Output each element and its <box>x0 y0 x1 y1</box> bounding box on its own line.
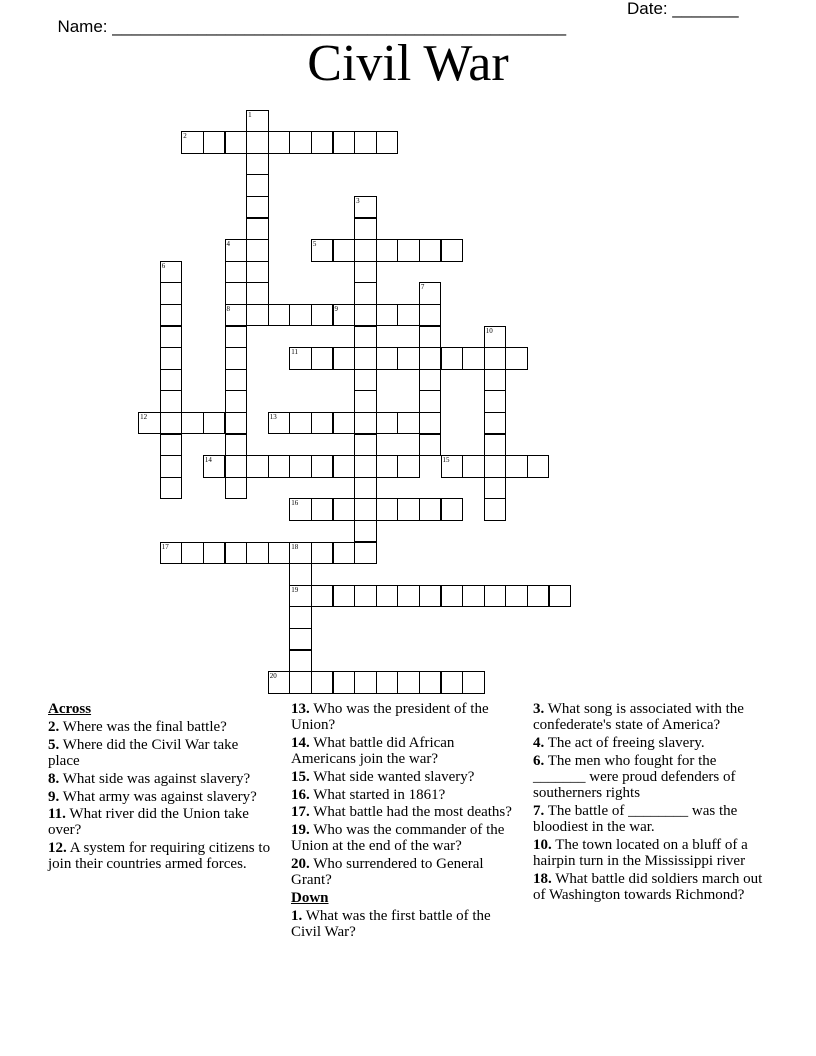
grid-cell[interactable] <box>376 347 399 370</box>
grid-cell[interactable] <box>289 131 312 154</box>
clue-item-text: Where did the Civil War take place <box>48 736 239 770</box>
grid-cell[interactable] <box>376 455 399 478</box>
clue-item <box>533 837 768 869</box>
grid-cell[interactable] <box>441 347 464 370</box>
grid-cell[interactable] <box>225 369 248 392</box>
grid-cell[interactable] <box>246 131 269 154</box>
grid-cell[interactable] <box>225 131 248 154</box>
grid-cell[interactable] <box>333 671 356 694</box>
clue-item <box>533 701 768 733</box>
grid-cell[interactable] <box>289 606 312 629</box>
grid-cell[interactable] <box>246 218 269 241</box>
clue-number: 11 <box>291 348 299 357</box>
grid-cell[interactable] <box>397 304 420 327</box>
grid-cell[interactable] <box>333 542 356 565</box>
grid-cell[interactable] <box>311 304 334 327</box>
clue-item-number: 20. <box>291 855 310 872</box>
grid-cell[interactable] <box>354 520 377 543</box>
grid-cell[interactable] <box>246 196 269 219</box>
grid-cell[interactable] <box>181 542 204 565</box>
grid-cell[interactable] <box>397 671 420 694</box>
clues-column-2 <box>291 701 516 942</box>
grid-cell[interactable] <box>246 261 269 284</box>
clue-item-number: 12. <box>48 840 67 857</box>
grid-cell[interactable] <box>419 585 442 608</box>
grid-cell[interactable] <box>160 326 183 349</box>
clue-item-number: 9. <box>48 788 60 805</box>
grid-cell[interactable] <box>181 412 204 435</box>
grid-cell[interactable] <box>462 455 485 478</box>
puzzle-title: Civil War <box>307 35 509 92</box>
clue-item-text: What battle had the most deaths? <box>313 804 512 821</box>
grid-cell[interactable] <box>397 239 420 262</box>
grid-cell[interactable] <box>549 585 572 608</box>
grid-cell[interactable] <box>289 671 312 694</box>
grid-cell[interactable] <box>225 347 248 370</box>
grid-cell[interactable] <box>311 542 334 565</box>
clue-number: 7 <box>420 283 425 292</box>
clue-item-text: What river did the Union take over? <box>48 806 249 839</box>
clue-item <box>291 804 516 820</box>
grid-cell[interactable] <box>203 542 226 565</box>
grid-cell[interactable] <box>333 131 356 154</box>
grid-cell[interactable] <box>203 412 226 435</box>
grid-cell[interactable] <box>160 304 183 327</box>
clue-number: 1 <box>248 110 252 119</box>
grid-cell[interactable] <box>225 326 248 349</box>
clue-item-text: The town located on a bluff of a hairpin turn in the Mississippi river <box>533 836 748 869</box>
clue-item-text: What battle did African Americans join the war? <box>291 734 455 768</box>
clue-item-number: 19. <box>291 821 310 838</box>
grid-cell[interactable] <box>354 434 377 457</box>
clue-number: 2 <box>183 132 187 141</box>
clue-item-text: Where was the final battle? <box>62 719 227 736</box>
grid-cell[interactable] <box>419 326 442 349</box>
grid-cell[interactable] <box>354 261 377 284</box>
grid-cell[interactable] <box>462 585 485 608</box>
clue-item <box>291 787 516 803</box>
clue-item <box>48 806 273 838</box>
grid-cell[interactable] <box>505 585 528 608</box>
clue-number: 5 <box>312 240 317 249</box>
grid-cell[interactable] <box>419 239 442 262</box>
clues-column-1 <box>48 701 273 874</box>
clue-item-number: 16. <box>291 786 310 803</box>
clue-item-number: 15. <box>291 768 310 785</box>
clue-item-number: 1. <box>291 907 303 924</box>
grid-cell[interactable] <box>484 455 507 478</box>
clue-item-text: What battle did soldiers march out of Washington towards Richmond? <box>533 870 763 903</box>
grid-cell[interactable] <box>203 131 226 154</box>
grid-cell[interactable] <box>376 412 399 435</box>
clue-item <box>291 908 516 940</box>
grid-cell[interactable] <box>311 671 334 694</box>
clue-number: 14 <box>204 456 212 465</box>
grid-cell[interactable] <box>160 369 183 392</box>
grid-cell[interactable] <box>311 498 334 521</box>
grid-cell[interactable] <box>333 585 356 608</box>
grid-cell[interactable] <box>484 347 507 370</box>
grid-cell[interactable] <box>333 347 356 370</box>
grid-cell[interactable] <box>354 390 377 413</box>
grid-cell[interactable] <box>441 585 464 608</box>
grid-cell[interactable] <box>354 131 377 154</box>
grid-cell[interactable] <box>289 455 312 478</box>
grid-cell[interactable] <box>419 347 442 370</box>
grid-cell[interactable] <box>246 282 269 305</box>
grid-cell[interactable] <box>311 412 334 435</box>
grid-cell[interactable] <box>354 585 377 608</box>
clue-item-text: What side was against slavery? <box>62 770 251 787</box>
grid-cell[interactable] <box>505 347 528 370</box>
grid-cell[interactable] <box>484 390 507 413</box>
clue-item <box>48 737 273 769</box>
grid-cell[interactable] <box>268 131 291 154</box>
clue-item <box>291 735 516 767</box>
clue-number: 9 <box>334 304 338 313</box>
grid-cell[interactable] <box>419 412 442 435</box>
grid-cell[interactable] <box>160 412 183 435</box>
grid-cell[interactable] <box>246 153 269 176</box>
grid-cell[interactable] <box>354 369 377 392</box>
grid-cell[interactable] <box>289 628 312 651</box>
grid-cell[interactable] <box>225 412 248 435</box>
grid-cell[interactable] <box>354 477 377 500</box>
clue-item <box>533 871 768 903</box>
grid-cell[interactable] <box>160 455 183 478</box>
across-heading: Across <box>48 701 92 717</box>
grid-cell[interactable] <box>505 455 528 478</box>
grid-cell[interactable] <box>246 174 269 197</box>
grid-cell[interactable] <box>462 671 485 694</box>
clue-number: 20 <box>269 672 277 681</box>
clue-item-number: 4. <box>533 734 545 751</box>
clue-number: 17 <box>161 542 169 551</box>
grid-cell[interactable] <box>354 671 377 694</box>
clue-item-number: 10. <box>533 836 552 853</box>
grid-cell[interactable] <box>333 412 356 435</box>
clue-item-number: 18. <box>533 870 552 887</box>
grid-cell[interactable] <box>376 585 399 608</box>
grid-cell[interactable] <box>397 585 420 608</box>
grid-cell[interactable] <box>527 455 550 478</box>
clue-item <box>533 735 768 751</box>
clue-number: 13 <box>269 412 277 421</box>
grid-cell[interactable] <box>419 304 442 327</box>
grid-cell[interactable] <box>354 347 377 370</box>
down-heading: Down <box>291 889 329 906</box>
grid-cell[interactable] <box>246 455 269 478</box>
grid-cell[interactable] <box>333 498 356 521</box>
grid-cell[interactable] <box>397 455 420 478</box>
clue-item-number: 6. <box>533 752 545 769</box>
grid-cell[interactable] <box>484 412 507 435</box>
grid-cell[interactable] <box>289 563 312 586</box>
grid-cell[interactable] <box>419 390 442 413</box>
clue-item-number: 11. <box>48 806 66 823</box>
clue-item <box>48 771 273 787</box>
grid-cell[interactable] <box>160 282 183 305</box>
grid-cell[interactable] <box>441 671 464 694</box>
grid-cell[interactable] <box>376 498 399 521</box>
clue-item-text: The men who fought for the _______ were proud defenders of southerners rights <box>533 752 736 802</box>
clue-item <box>291 701 516 733</box>
clue-item <box>291 822 516 854</box>
grid-cell[interactable] <box>160 434 183 457</box>
clue-number: 6 <box>161 261 166 270</box>
grid-cell[interactable] <box>527 585 550 608</box>
clue-number: 16 <box>291 499 299 508</box>
grid-cell[interactable] <box>419 671 442 694</box>
clue-number: 19 <box>291 585 299 594</box>
grid-cell[interactable] <box>484 498 507 521</box>
clue-number: 4 <box>226 240 230 249</box>
grid-cell[interactable] <box>311 347 334 370</box>
grid-cell[interactable] <box>419 434 442 457</box>
name-field[interactable]: Name: ________________________________________________ <box>57 17 567 36</box>
clue-item-text: What side wanted slavery? <box>313 768 475 785</box>
grid-cell[interactable] <box>246 542 269 565</box>
grid-cell[interactable] <box>225 261 248 284</box>
grid-cell[interactable] <box>376 239 399 262</box>
clue-item-text: Who was the president of the Union? <box>291 701 489 734</box>
grid-cell[interactable] <box>441 498 464 521</box>
grid-cell[interactable] <box>419 369 442 392</box>
grid-cell[interactable] <box>462 347 485 370</box>
grid-cell[interactable] <box>225 390 248 413</box>
grid-cell[interactable] <box>311 131 334 154</box>
clue-item-number: 8. <box>48 770 60 787</box>
grid-cell[interactable] <box>354 304 377 327</box>
date-field[interactable]: Date: _______ <box>627 0 739 18</box>
grid-cell[interactable] <box>160 477 183 500</box>
grid-cell[interactable] <box>311 455 334 478</box>
grid-cell[interactable] <box>397 412 420 435</box>
clue-item-number: 3. <box>533 701 545 717</box>
grid-cell[interactable] <box>484 434 507 457</box>
grid-cell[interactable] <box>354 542 377 565</box>
grid-cell[interactable] <box>225 455 248 478</box>
grid-cell[interactable] <box>268 542 291 565</box>
grid-cell[interactable] <box>397 347 420 370</box>
grid-cell[interactable] <box>160 390 183 413</box>
grid-cell[interactable] <box>354 412 377 435</box>
grid-cell[interactable] <box>354 239 377 262</box>
grid-cell[interactable] <box>268 455 291 478</box>
clue-number: 10 <box>485 326 493 335</box>
grid-cell[interactable] <box>225 282 248 305</box>
grid-cell[interactable] <box>354 326 377 349</box>
grid-cell[interactable] <box>376 304 399 327</box>
grid-cell[interactable] <box>268 304 291 327</box>
clue-item <box>533 753 768 802</box>
clue-item-text: The act of freeing slavery. <box>547 734 705 751</box>
clue-item-text: What started in 1861? <box>313 786 446 803</box>
grid-cell[interactable] <box>246 239 269 262</box>
clue-item-text: What song is associated with the confederate's state of America? <box>533 701 744 734</box>
clue-item-number: 2. <box>48 719 60 736</box>
clue-item <box>48 719 273 735</box>
grid-cell[interactable] <box>225 477 248 500</box>
clue-item-text: What was the first battle of the Civil War? <box>291 907 491 941</box>
grid-cell[interactable] <box>354 455 377 478</box>
grid-cell[interactable] <box>376 671 399 694</box>
grid-cell[interactable] <box>484 477 507 500</box>
grid-cell[interactable] <box>225 542 248 565</box>
grid-cell[interactable] <box>484 369 507 392</box>
grid-cell[interactable] <box>354 282 377 305</box>
clue-item-number: 17. <box>291 804 310 821</box>
clue-item <box>291 856 516 888</box>
grid-cell[interactable] <box>397 498 420 521</box>
clue-item <box>48 840 273 872</box>
clue-item-text: A system for requiring citizens to join their countries armed forces. <box>48 840 271 873</box>
grid-cell[interactable] <box>289 412 312 435</box>
grid-cell[interactable] <box>419 498 442 521</box>
grid-cell[interactable] <box>333 239 356 262</box>
grid-cell[interactable] <box>225 434 248 457</box>
clue-item <box>533 803 768 835</box>
clue-item <box>291 769 516 785</box>
grid-cell[interactable] <box>289 304 312 327</box>
grid-cell[interactable] <box>354 498 377 521</box>
clue-item-text: What army was against slavery? <box>62 788 257 805</box>
clue-number: 15 <box>442 456 450 465</box>
clue-item <box>48 789 273 805</box>
grid-cell[interactable] <box>333 455 356 478</box>
grid-cell[interactable] <box>246 304 269 327</box>
grid-cell[interactable] <box>289 650 312 673</box>
grid-cell[interactable] <box>160 347 183 370</box>
grid-cell[interactable] <box>376 131 399 154</box>
clue-number: 12 <box>140 412 148 421</box>
clue-number: 3 <box>356 196 360 205</box>
clue-item-text: The battle of ________ was the bloodiest in the war. <box>533 802 738 835</box>
clue-number: 18 <box>291 542 299 551</box>
grid-cell[interactable] <box>441 239 464 262</box>
grid-cell[interactable] <box>354 218 377 241</box>
grid-cell[interactable] <box>484 585 507 608</box>
grid-cell[interactable] <box>311 585 334 608</box>
clue-number: 8 <box>226 304 230 313</box>
clue-item-number: 13. <box>291 701 310 717</box>
clue-item-text: Who was the commander of the Union at the end of the war? <box>291 821 505 855</box>
clue-item-number: 7. <box>533 802 545 819</box>
clues-column-3 <box>533 701 768 904</box>
clue-item-number: 5. <box>48 736 60 753</box>
clue-item-text: Who surrendered to General Grant? <box>291 855 484 889</box>
clue-item-number: 14. <box>291 734 310 751</box>
